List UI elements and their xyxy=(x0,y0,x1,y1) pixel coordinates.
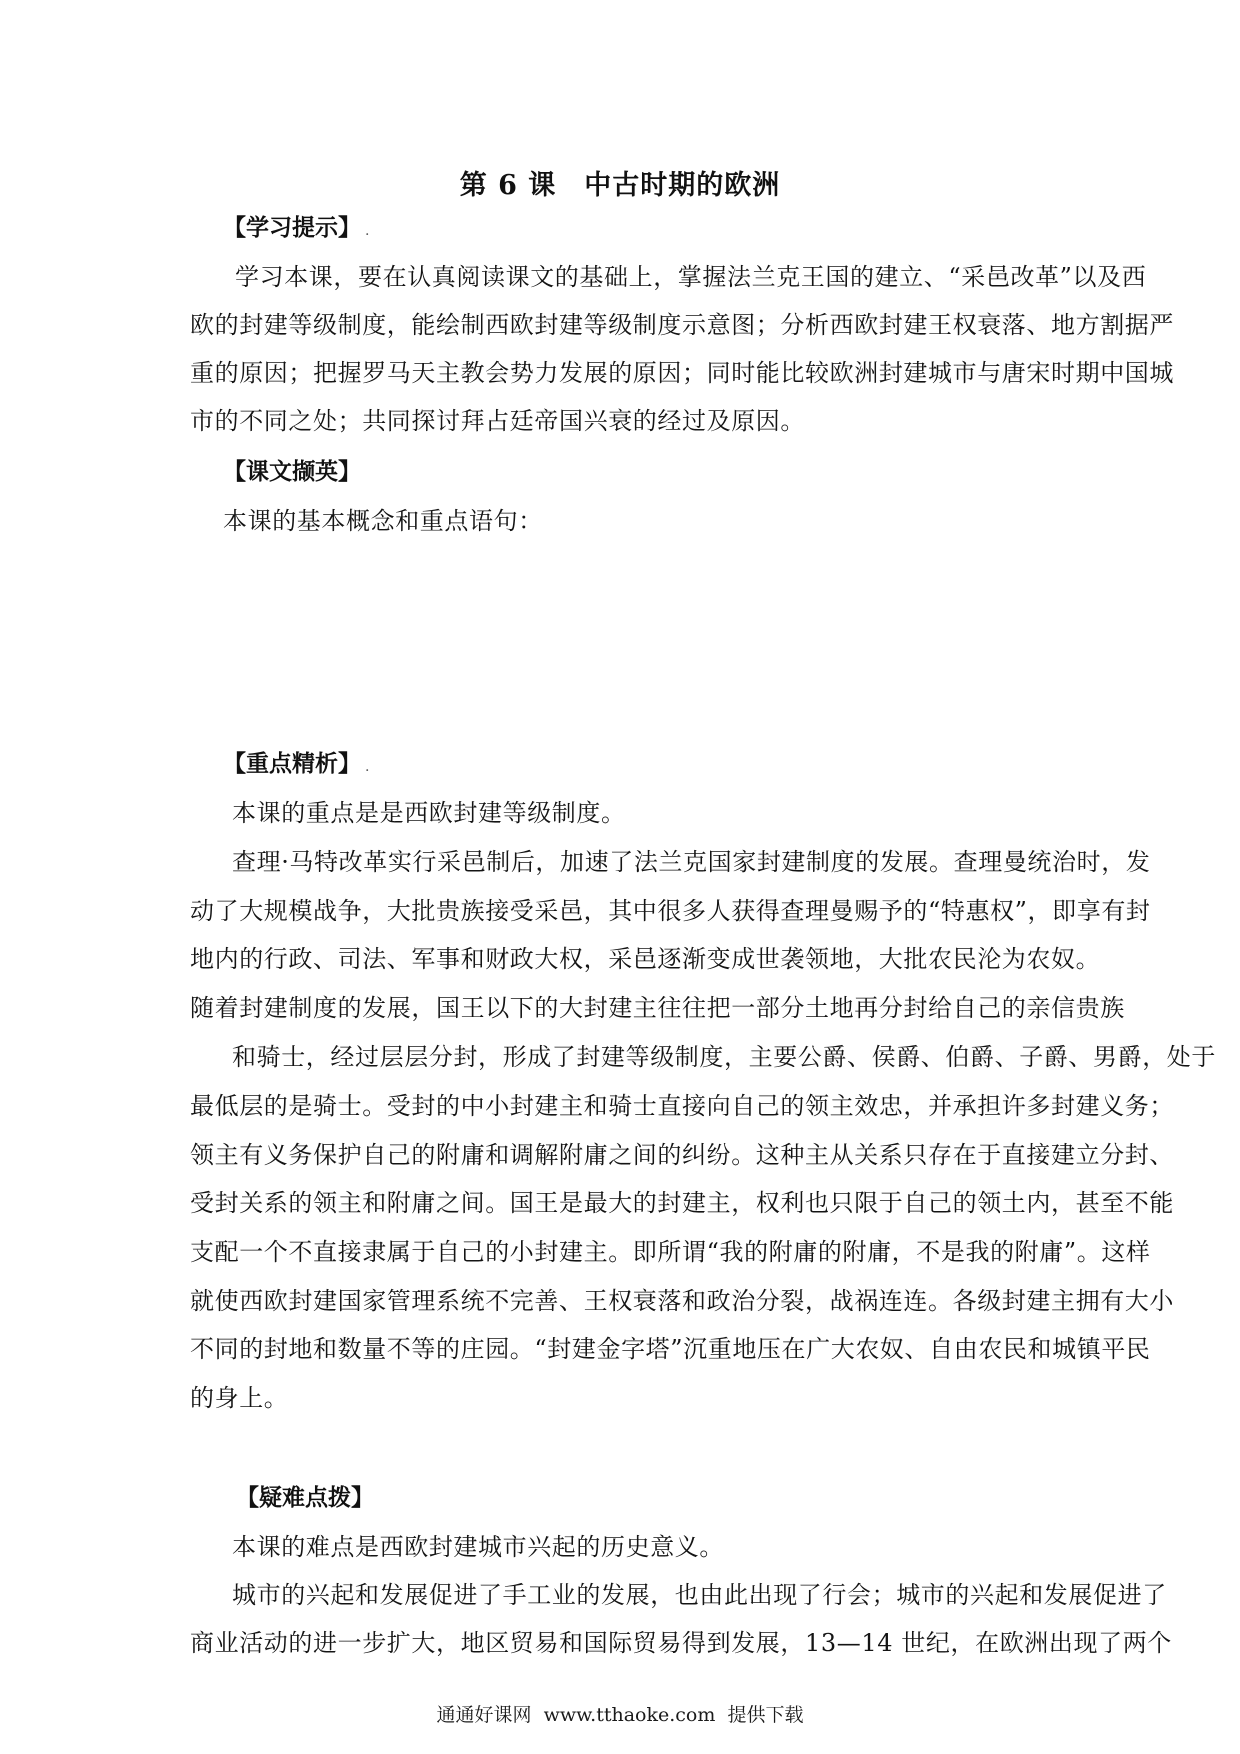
margin-mark: . xyxy=(365,759,370,775)
paragraph-line: 本课的难点是西欧封建城市兴起的历史意义。 xyxy=(232,1533,724,1561)
section-heading-key-analysis xyxy=(223,749,369,782)
paragraph-line: 不同的封地和数量不等的庄园。“封建金字塔”沉重地压在广大农奴、自由农民和城镇平民 xyxy=(190,1335,1151,1363)
paragraph-line: 城市的兴起和发展促进了手工业的发展，也由此出现了行会；城市的兴起和发展促进了 xyxy=(232,1581,1167,1609)
paragraph-line: 商业活动的进一步扩大，地区贸易和国际贸易得到发展，13—14 世纪，在欧洲出现了两个 xyxy=(190,1629,1172,1657)
section-heading-text: 【学习提示】 xyxy=(223,214,361,241)
paragraph-line: 就使西欧封建国家管理系统不完善、王权衰落和政治分裂，战祸连连。各级封建主拥有大小 xyxy=(190,1287,1174,1315)
paragraph-line: 动了大规模战争，大批贵族接受采邑，其中很多人获得查理曼赐予的“特惠权”，即享有封 xyxy=(190,897,1151,925)
section-heading-study-tips xyxy=(223,213,369,246)
paragraph-line: 市的不同之处；共同探讨拜占廷帝国兴衰的经过及原因。 xyxy=(190,407,805,435)
paragraph-line: 重的原因；把握罗马天主教会势力发展的原因；同时能比较欧洲封建城市与唐宋时期中国城 xyxy=(190,359,1174,387)
paragraph-line: 本课的基本概念和重点语句： xyxy=(223,507,543,535)
paragraph-line: 和骑士，经过层层分封，形成了封建等级制度，主要公爵、侯爵、伯爵、子爵、男爵，处于 xyxy=(232,1043,1216,1071)
page-title: 第 6 课 中古时期的欧洲 xyxy=(459,170,781,201)
margin-mark: . xyxy=(365,223,370,239)
paragraph-line: 受封关系的领主和附庸之间。国王是最大的封建主，权利也只限于自己的领土内，甚至不能 xyxy=(190,1189,1174,1217)
paragraph-line: 本课的重点是是西欧封建等级制度。 xyxy=(232,799,626,827)
section-heading-text: 【疑难点拨】 xyxy=(236,1484,374,1511)
paragraph-line: 最低层的是骑士。受封的中小封建主和骑士直接向自己的领主效忠，并承担许多封建义务； xyxy=(190,1092,1174,1120)
paragraph-line: 支配一个不直接隶属于自己的小封建主。即所谓“我的附庸的附庸，不是我的附庸”。这样 xyxy=(190,1238,1151,1266)
section-heading-text: 【课文撷英】 xyxy=(223,458,361,485)
page-footer: 通通好课网 www.tthaoke.com 提供下载 xyxy=(436,1704,804,1726)
paragraph-line: 地内的行政、司法、军事和财政大权，采邑逐渐变成世袭领地，大批农民沦为农奴。 xyxy=(190,945,1101,973)
paragraph-line: 学习本课，要在认真阅读课文的基础上，掌握法兰克王国的建立、“采邑改革”以及西 xyxy=(235,263,1147,291)
paragraph-line: 的身上。 xyxy=(190,1384,289,1412)
paragraph-line: 随着封建制度的发展，国王以下的大封建主往往把一部分土地再分封给自己的亲信贵族 xyxy=(190,994,1125,1022)
paragraph-line: 领主有义务保护自己的附庸和调解附庸之间的纠纷。这种主从关系只存在于直接建立分封、 xyxy=(190,1141,1174,1169)
section-heading-excerpts xyxy=(223,457,361,487)
paragraph-line: 查理·马特改革实行采邑制后，加速了法兰克国家封建制度的发展。查理曼统治时，发 xyxy=(232,848,1151,876)
section-heading-difficulty xyxy=(236,1483,374,1513)
paragraph-line: 欧的封建等级制度，能绘制西欧封建等级制度示意图；分析西欧封建王权衰落、地方割据严 xyxy=(190,311,1174,339)
section-heading-text: 【重点精析】 xyxy=(223,750,361,777)
